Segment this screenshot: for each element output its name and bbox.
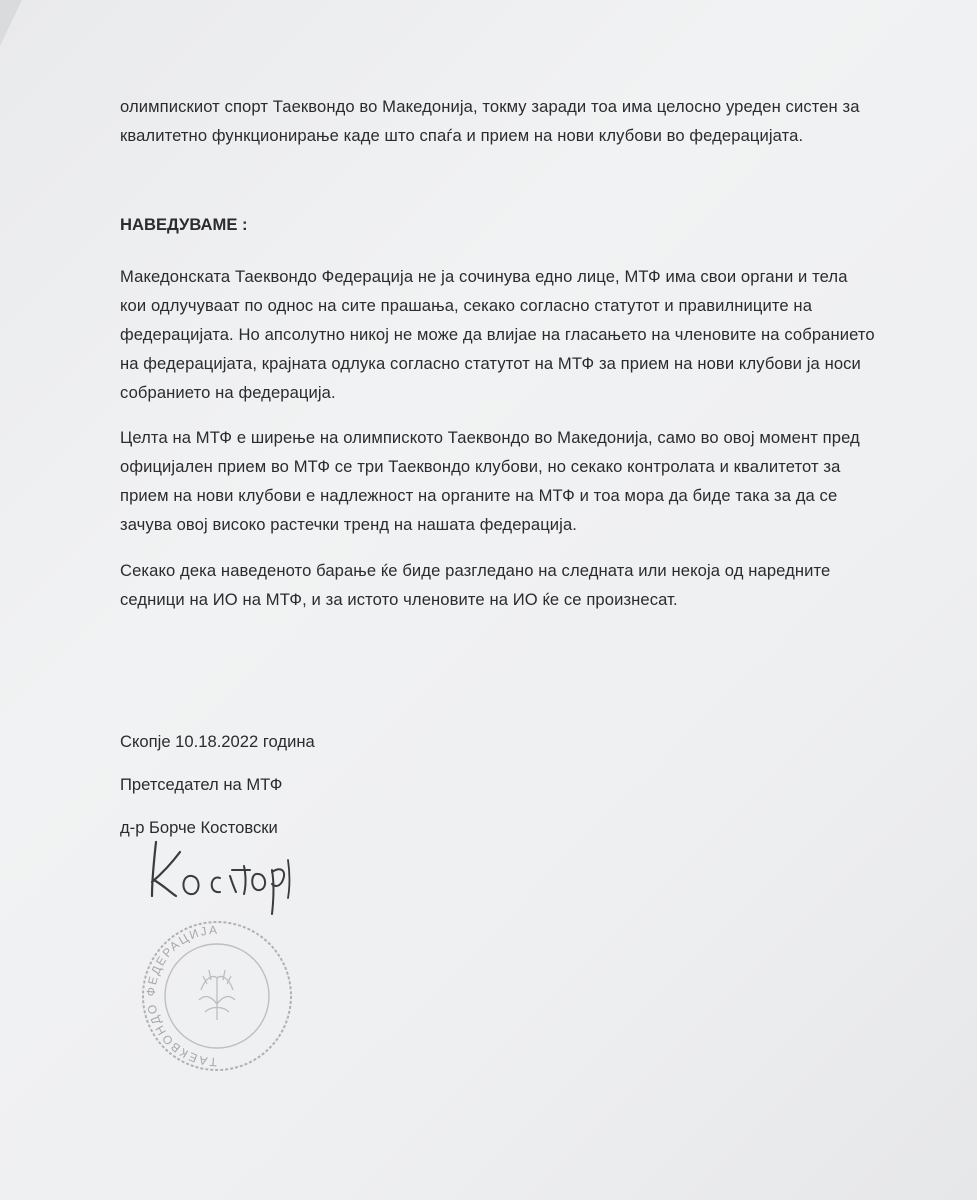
intro-line: олимпискиот спорт Таеквондо во Македонија, токму заради тоа има целосно уреден систен за (120, 97, 860, 116)
paragraph-line: федерацијата. Но апсолутно никој не може да влијае на гласањето на членовите на собранието (120, 325, 875, 344)
paragraph-2 (120, 423, 910, 539)
paragraph-line: официјален прием во МТФ се три Таеквондо клубови, но секако контролата и квалитетот за (120, 457, 841, 476)
official-stamp (135, 918, 300, 1073)
intro-paragraph (120, 92, 910, 150)
place-date: Скопје 10.18.2022 година (120, 732, 315, 751)
intro-line: квалитетно функционирање каде што спаѓа и прием на нови клубови во федерацијата. (120, 126, 804, 145)
paragraph-line: Македонската Таеквондо Федерација не ја сочинува едно лице, МТФ има свои органи и тела (120, 267, 848, 286)
paragraph-line: собранието на федерација. (120, 383, 336, 402)
paragraph-line: седници на ИО на МТФ, и за истото членовите на ИО ќе се произнесат. (120, 590, 678, 609)
handwritten-signature (140, 830, 300, 920)
paragraph-line: зачува овој високо растечки тренд на нашата федерација. (120, 515, 577, 534)
stamp-emblem (199, 970, 235, 1020)
signatory-name: д-р Борче Костовски (120, 818, 278, 837)
signatory-title: Претседател на МТФ (120, 775, 283, 794)
paragraph-3 (120, 556, 910, 614)
paragraph-line: на федерацијата, крајната одлука согласно статутот на МТФ за прием на нови клубови ја носи (120, 354, 861, 373)
paragraph-line: прием на нови клубови е надлежност на органите на МТФ и тоа мора да биде така за да се (120, 486, 838, 505)
paragraph-line: кои одлучуваат по однос на сите прашања, секако согласно статутот и правилниците на (120, 296, 813, 315)
paragraph-line: Целта на МТФ е ширење на олимпиското Таеквондо во Македонија, само во овој момент пред (120, 428, 860, 447)
section-heading: НАВЕДУВАМЕ : (120, 215, 248, 234)
paragraph-line: Секако дека наведеното барање ќе биде разгледано на следната или некоја од наредните (120, 561, 831, 580)
paper-corner-fold (0, 0, 22, 46)
paragraph-1 (120, 262, 910, 407)
stamp-ring-text: ТАЕКВОНДО ФЕДЕРАЦИЈА (143, 922, 220, 1070)
